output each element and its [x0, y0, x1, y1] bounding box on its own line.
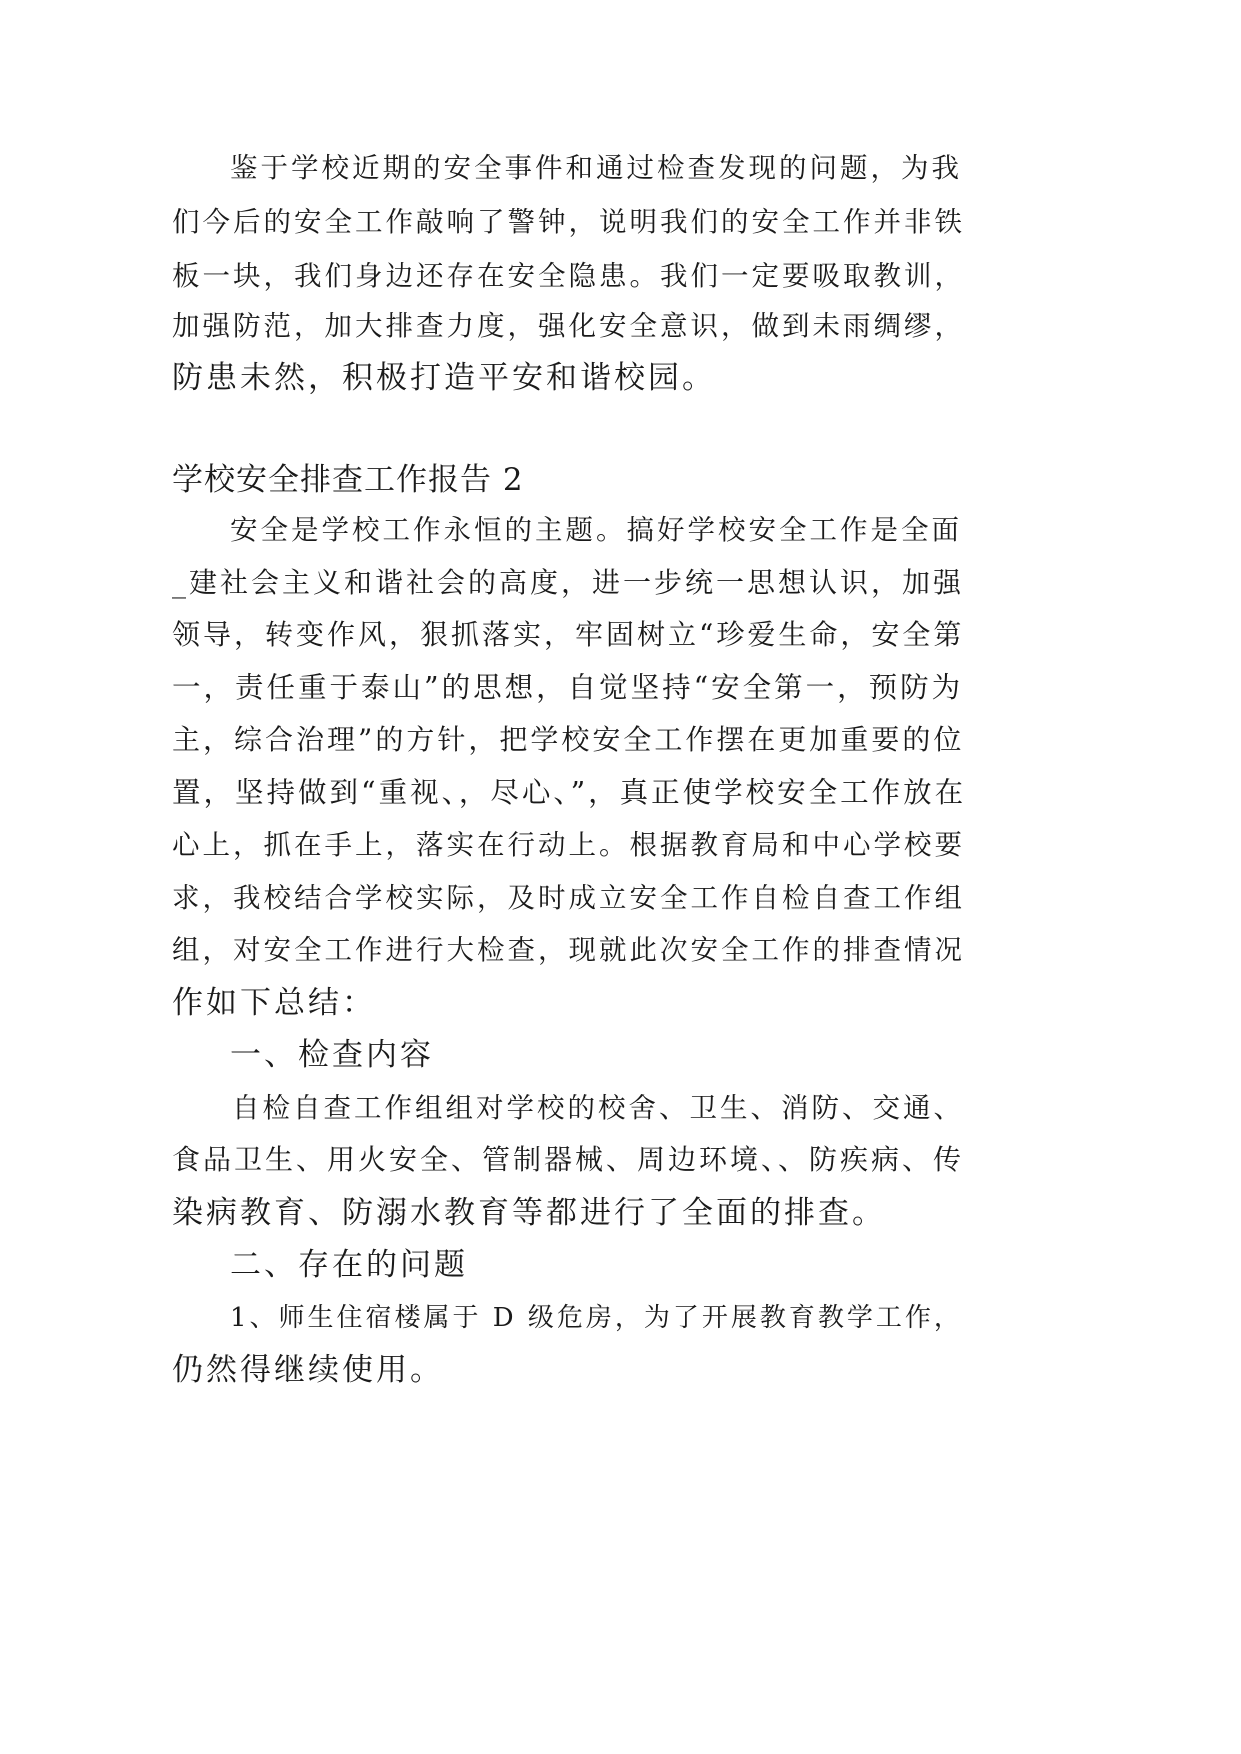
paragraph-line: 鉴于学校近期的安全事件和通过检查发现的问题，为我 — [230, 152, 962, 184]
paragraph-line: 染病教育、防溺水教育等都进行了全面的排查。 — [172, 1195, 886, 1231]
paragraph-line: 1、师生住宿楼属于 D 级危房，为了开展教育教学工作， — [230, 1303, 963, 1333]
section-heading: 二、存在的问题 — [230, 1247, 468, 1283]
paragraph-line: 加强防范，加大排查力度，强化安全意识，做到未雨绸缪， — [172, 310, 965, 342]
paragraph-line: 心上，抓在手上，落实在行动上。根据教育局和中心学校要 — [172, 829, 965, 861]
paragraph-line: 防患未然，积极打造平安和谐校园。 — [172, 360, 716, 396]
paragraph-line: 主，综合治理”的方针，把学校安全工作摆在更加重要的位 — [172, 723, 965, 756]
paragraph-line: 一，责任重于泰山”的思想，自觉坚持“安全第一，预防为 — [172, 671, 964, 704]
paragraph-line: 求，我校结合学校实际，及时成立安全工作自检自查工作组 — [172, 882, 965, 914]
paragraph-line: 领导，转变作风，狠抓落实，牢固树立“珍爱生命，安全第 — [172, 618, 965, 651]
section-heading: 一、检查内容 — [230, 1037, 434, 1073]
paragraph-line: 仍然得继续使用。 — [172, 1352, 444, 1388]
paragraph-line: 们今后的安全工作敲响了警钟，说明我们的安全工作并非铁 — [172, 206, 965, 238]
paragraph-line: _建社会主义和谐社会的高度，进一步统一思想认识，加强 — [172, 566, 965, 599]
paragraph-line: 自检自查工作组组对学校的校舍、卫生、消防、交通、 — [232, 1092, 964, 1124]
paragraph-line: 食品卫生、用火安全、管制器械、周边环境、、防疾病、传 — [172, 1143, 965, 1176]
paragraph-line: 作如下总结： — [172, 985, 376, 1021]
paragraph-line: 板一块，我们身边还存在安全隐患。我们一定要吸取教训， — [172, 260, 965, 292]
paragraph-line: 组，对安全工作进行大检查，现就此次安全工作的排查情况 — [172, 934, 965, 966]
paragraph-line: 安全是学校工作永恒的主题。搞好学校安全工作是全面 — [230, 514, 962, 546]
section-title: 学校安全排查工作报告 2 — [172, 462, 524, 498]
paragraph-line: 置，坚持做到“重视、，尽心、”，真正使学校安全工作放在 — [172, 776, 967, 809]
